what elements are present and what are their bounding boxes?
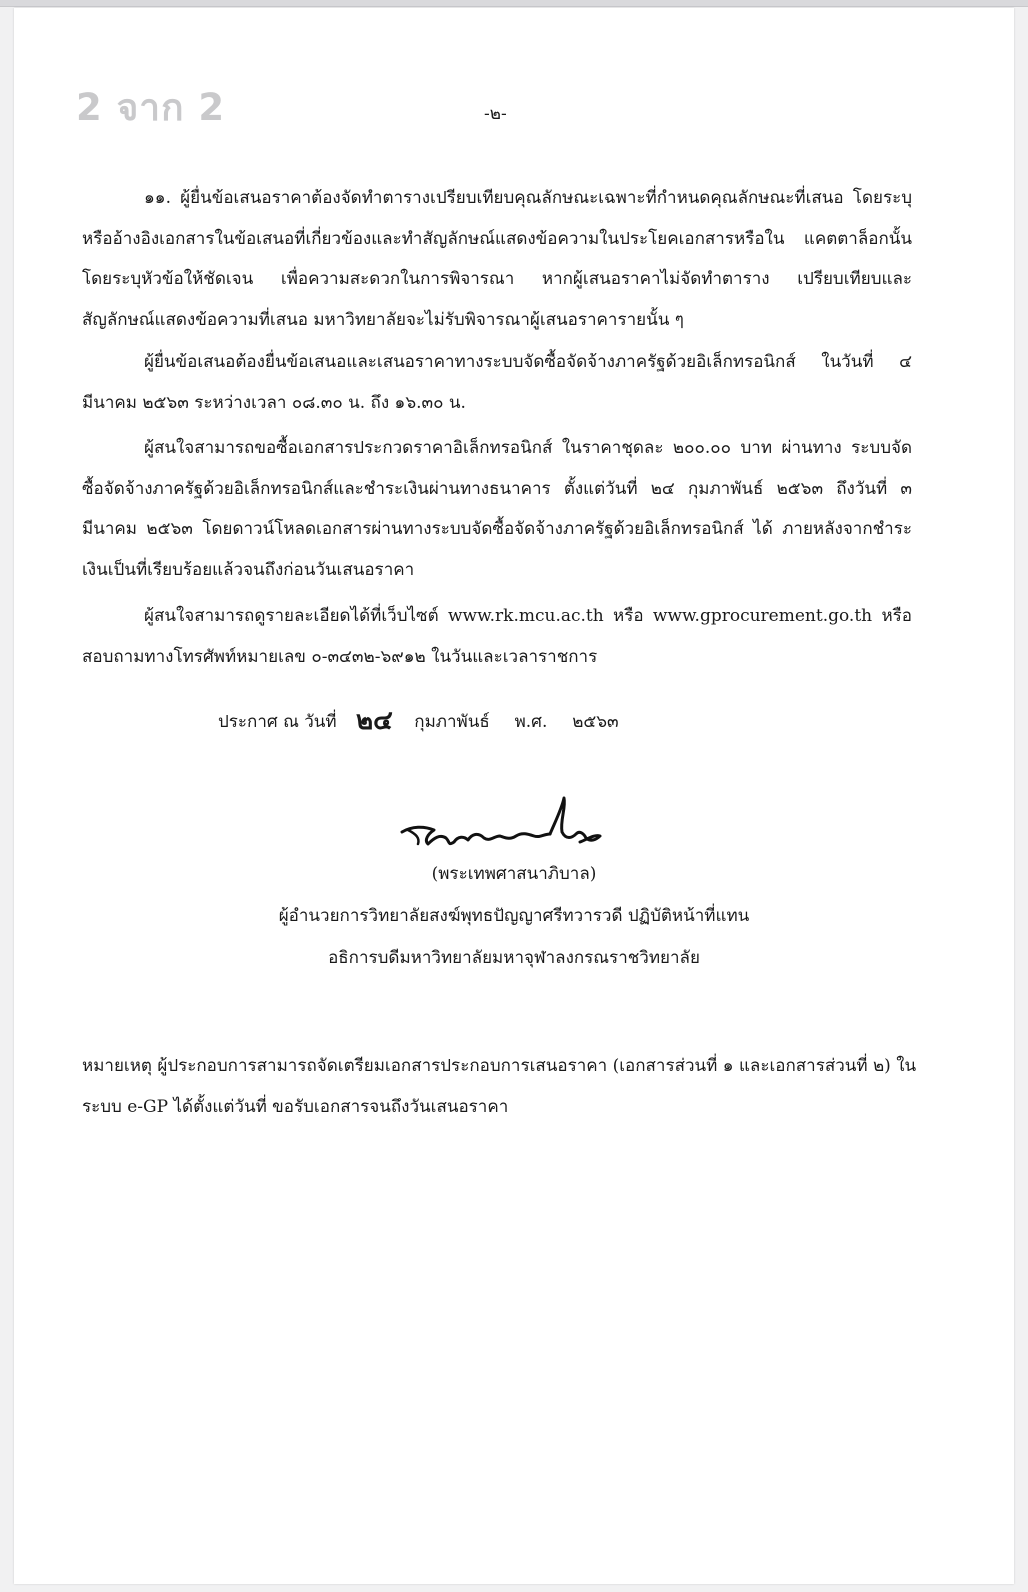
announcement-year-label: พ.ศ.: [514, 712, 548, 732]
page-number: -๒-: [484, 104, 507, 124]
signature-image: [394, 790, 604, 860]
announcement-date-line: [218, 698, 619, 739]
signatory-name: (พระเทพศาสนาภิบาล): [431, 864, 597, 884]
paragraph-contact-info: ผู้สนใจสามารถดูรายละเอียดได้ที่เว็บไซต์ www.rk.mcu.ac.th หรือ www.gprocurement.go.th หรือสอบถามทางโทรศัพท์หมายเลข ๐-๓๔๓๒-๖๙๑๒ ในวันและเวลาราชการ: [82, 606, 912, 667]
document-page[interactable]: [14, 8, 1014, 1584]
paragraph-specification-table: ๑๑. ผู้ยื่นข้อเสนอราคาต้องจัดทำตารางเปรียบเทียบคุณลักษณะเฉพาะที่กำหนดคุณลักษณะที่เสนอ โดยระบุหรืออ้างอิงเอกสารในข้อเสนอที่เกี่ยวข้องและทำสัญลักษณ์แสดงข้อความในประโยคเอกสารหรือใน แคตตาล็อกนั้น โดยระบุหัวข้อให้ชัดเจน เพื่อความสะดวกในการพิจารณา หากผู้เสนอราคาไม่จัดทำตาราง เปรียบเทียบและสัญลักษณ์แสดงข้อความที่เสนอ มหาวิทยาลัยจะไม่รับพิจารณาผู้เสนอราคารายนั้น ๆ: [82, 188, 912, 330]
paragraph-document-purchase: ผู้สนใจสามารถขอซื้อเอกสารประกวดราคาอิเล็กทรอนิกส์ ในราคาชุดละ ๒๐๐.๐๐ บาท ผ่านทาง ระบบจัดซื้อจัดจ้างภาครัฐด้วยอิเล็กทรอนิกส์และชำระเงินผ่านทางธนาคาร ตั้งแต่วันที่ ๒๔ กุมภาพันธ์ ๒๕๖๓ ถึงวันที่ ๓ มีนาคม ๒๕๖๓ โดยดาวน์โหลดเอกสารผ่านทางระบบจัดซื้อจัดจ้างภาครัฐด้วยอิเล็กทรอนิกส์ ได้ ภายหลังจากชำระเงินเป็นที่เรียบร้อยแล้วจนถึงก่อนวันเสนอราคา: [82, 438, 912, 580]
announcement-day-handwritten: ๒๔: [356, 706, 393, 736]
announcement-year: ๒๕๖๓: [572, 712, 619, 732]
page-indicator: 2 จาก 2: [76, 86, 226, 129]
signatory-position-line1: ผู้อำนวยการวิทยาลัยสงฆ์พุทธปัญญาศรีทวารวดี ปฏิบัติหน้าที่แทน: [278, 906, 750, 926]
announcement-month: กุมภาพันธ์: [414, 712, 490, 732]
remark-note: หมายเหตุ ผู้ประกอบการสามารถจัดเตรียมเอกสารประกอบการเสนอราคา (เอกสารส่วนที่ ๑ และเอกสารส่วนที่ ๒) ในระบบ e-GP ได้ตั้งแต่วันที่ ขอรับเอกสารจนถึงวันเสนอราคา: [82, 1056, 917, 1117]
viewer-top-bar: [0, 0, 1028, 7]
paragraph-bid-submission: ผู้ยื่นข้อเสนอต้องยื่นข้อเสนอและเสนอราคาทางระบบจัดซื้อจัดจ้างภาครัฐด้วยอิเล็กทรอนิกส์ ในวันที่ ๔ มีนาคม ๒๕๖๓ ระหว่างเวลา ๐๘.๓๐ น. ถึง ๑๖.๓๐ น.: [82, 352, 912, 413]
signatory-position-line2: อธิการบดีมหาวิทยาลัยมหาจุฬาลงกรณราชวิทยาลัย: [328, 948, 700, 968]
announcement-prefix: ประกาศ ณ วันที่: [218, 712, 337, 732]
